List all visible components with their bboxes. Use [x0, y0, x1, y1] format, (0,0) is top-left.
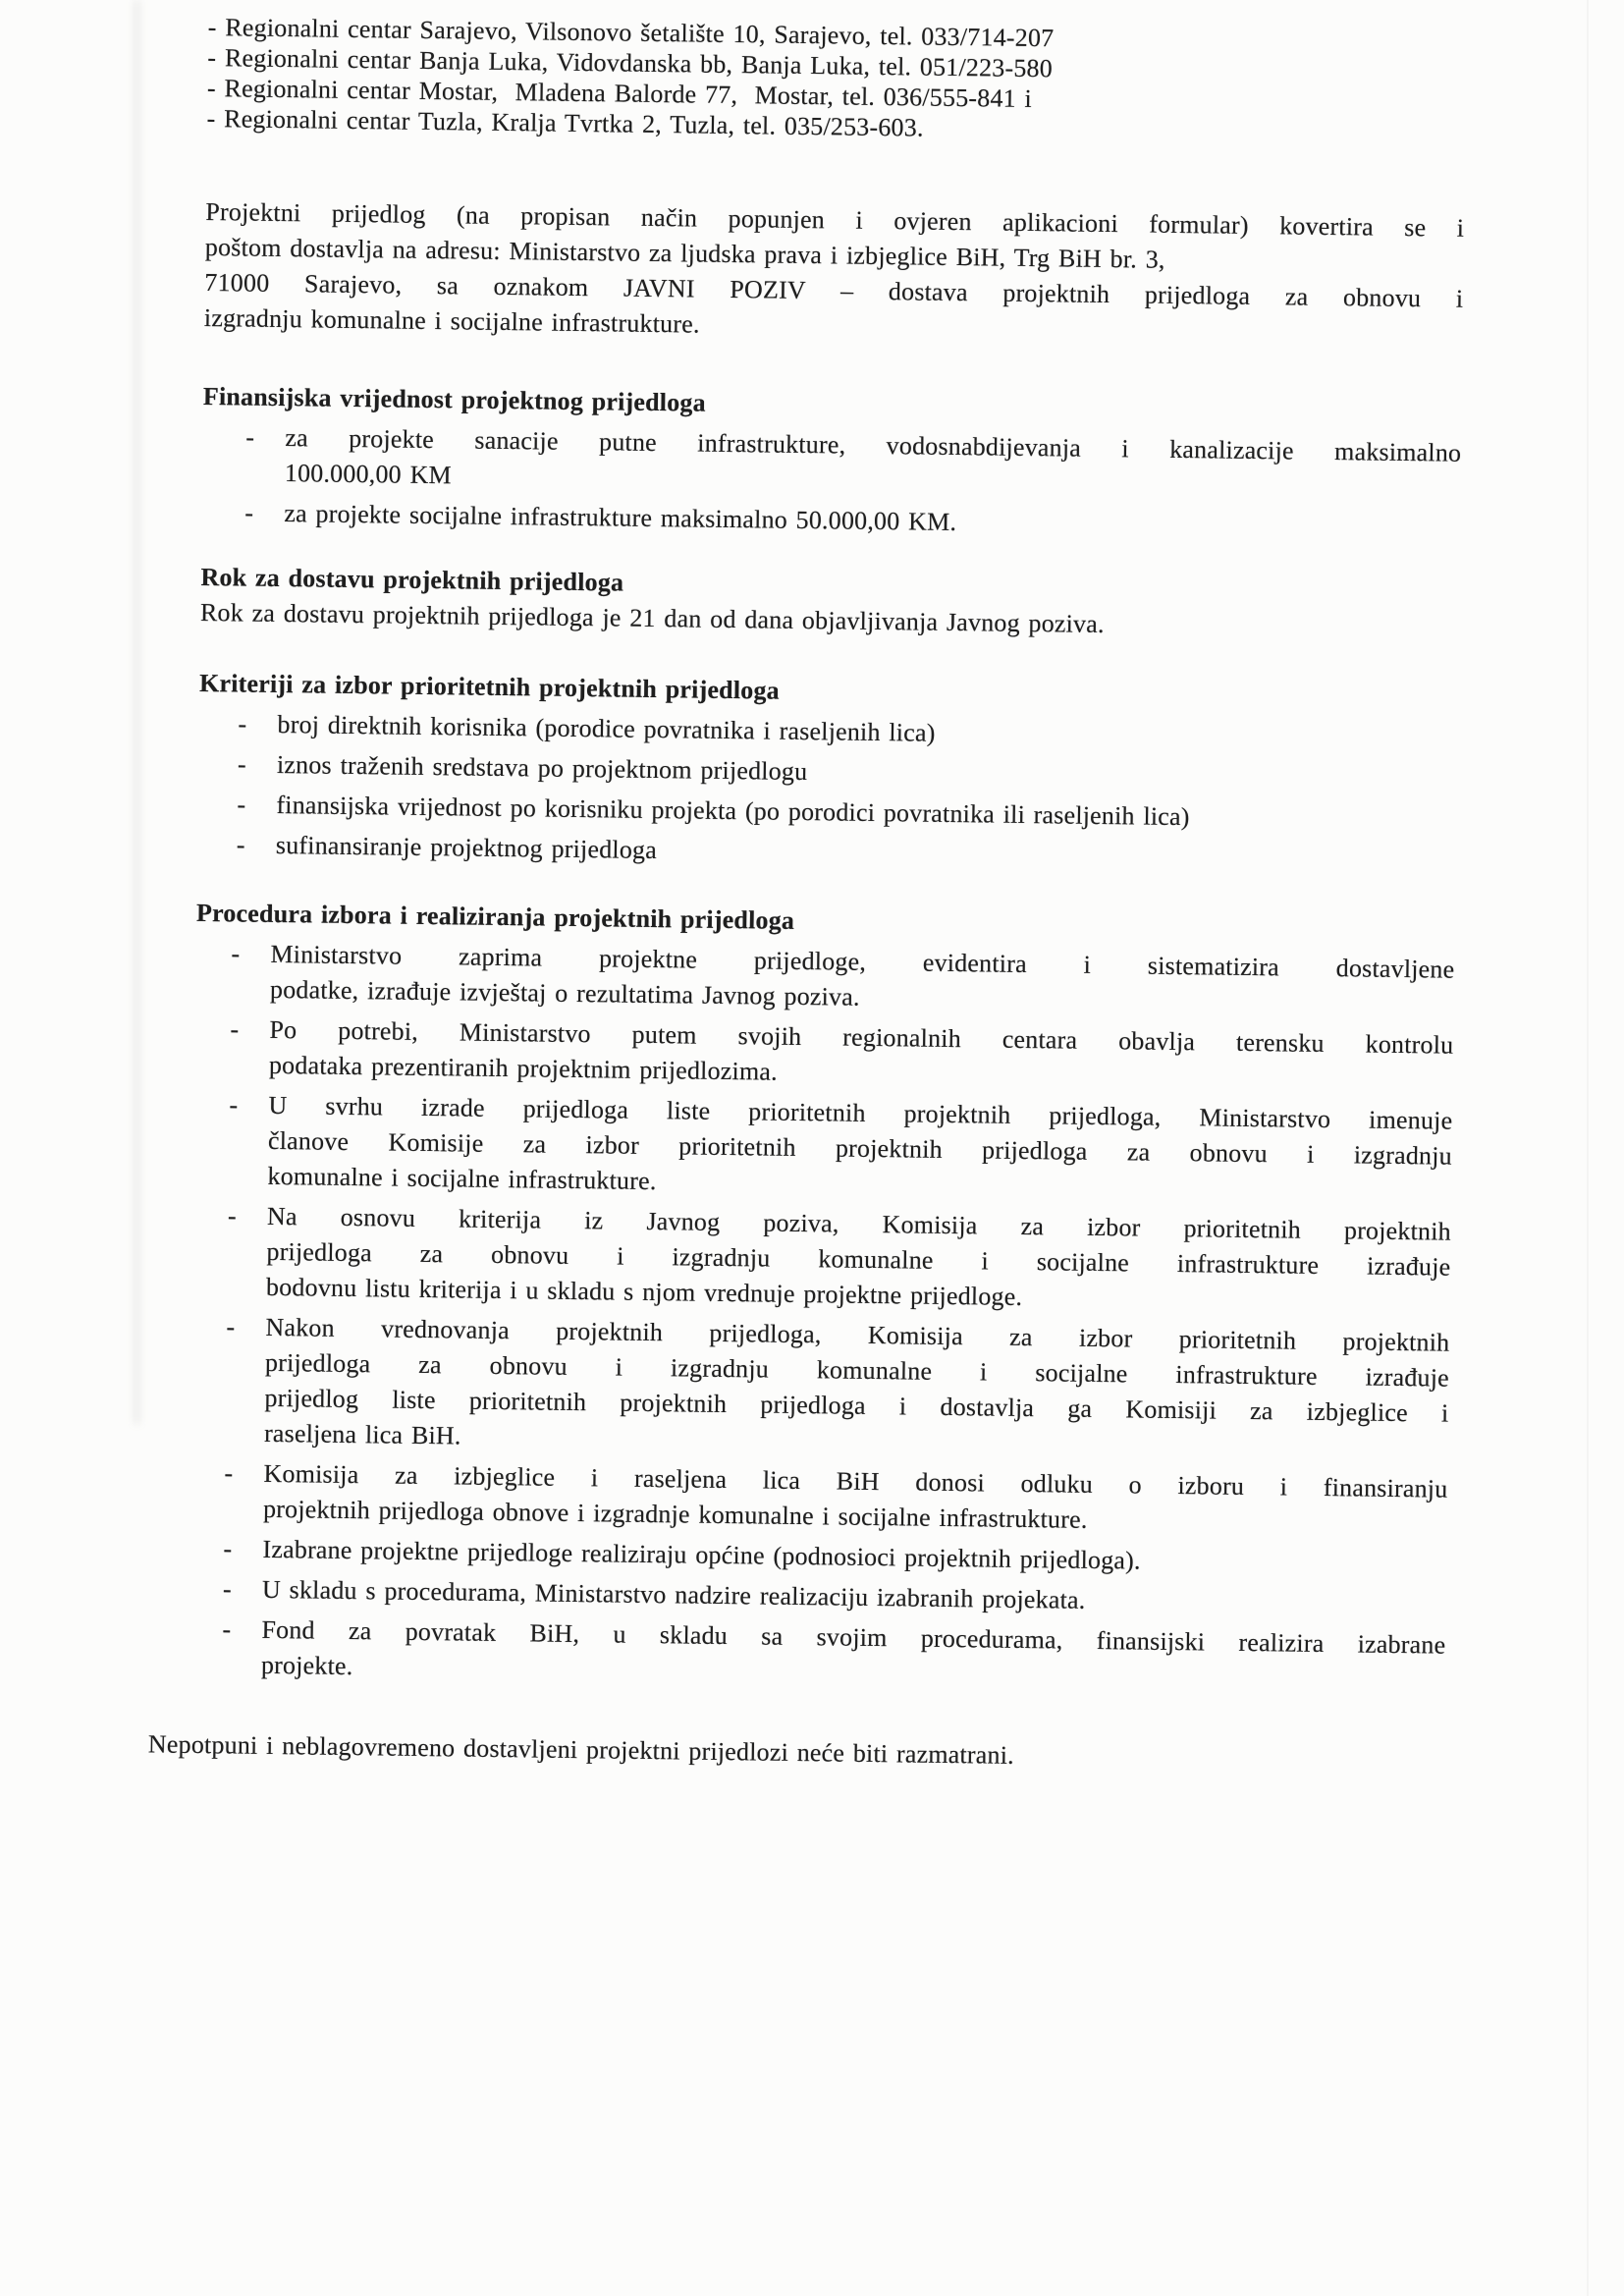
list-item-line: prijedloga za obnovu i izgradnju komunalne i socijalne infrastrukture izrađuje	[266, 1236, 1451, 1282]
list-item-line: - sufinansiranje projektnog prijedloga	[275, 830, 658, 865]
list-item-line: prijedloga za obnovu i izgradnju komunalne i socijalne infrastrukture izrađuje	[264, 1347, 1450, 1393]
submission-line: poštom dostavlja na adresu: Ministarstvo za ljudska prava i izbjeglice BiH, Trg BiH br. 3,	[204, 232, 1165, 274]
list-item-line: članove Komisije za izbor prioritetnih projektnih prijedloga za obnovu i izgradnju	[267, 1125, 1453, 1171]
list-item-line: - Nakon vrednovanja projektnih prijedloga, Komisija za izbor prioritetnih projektnih	[265, 1312, 1450, 1357]
list-item-line: - Komisija za izbjeglice i raseljena lica BiH donosi odluku o izboru i finansiranju	[263, 1458, 1448, 1503]
list-item-line: bodovnu listu kriterija i u skladu s njom vrednuje projektne prijedloge.	[265, 1272, 1023, 1311]
section-criteria	[197, 666, 1459, 879]
list-item	[225, 1309, 1450, 1466]
regional-center-banja-luka: - Regionalni centar Banja Luka, Vidovdanska bb, Banja Luka, tel. 051/223-580	[207, 42, 1054, 83]
list-item-line: - Po potrebi, Ministarstvo putem svojih regionalnih centara obavlja terensku kontrolu	[269, 1014, 1454, 1060]
list-item-line: - za projekte socijalne infrastrukture maksimalno 50.000,00 KM.	[284, 499, 957, 537]
section-title-criteria: Kriteriji za izbor prioritetnih projektnih prijedloga	[198, 668, 781, 705]
list-item-line: prijedlog liste prioritetnih projektnih prijedloga i dostavlja ga Komisiji za izbjeglice i	[264, 1383, 1449, 1428]
list-item-line: - iznos traženih sredstava po projektnom prijedlogu	[276, 749, 808, 787]
list-item-line: podataka prezentiranih projektnim prijedlozima.	[268, 1050, 779, 1086]
list-item-line: - finansijska vrijednost po korisniku projekta (po porodici povratnika ili raseljenih lica)	[276, 790, 1190, 832]
list-item-line: 100.000,00 KM	[284, 459, 453, 490]
list-item-line: - Na osnovu kriterija iz Javnog poziva, Komisija za izbor prioritetnih projektnih	[266, 1201, 1452, 1246]
list-item-line: - Ministarstvo zaprima projektne prijedloge, evidentira i sistematizira dostavljene	[270, 939, 1455, 984]
document-content	[147, 12, 1467, 1779]
section-title-procedure: Procedura izbora i realiziranja projektnih prijedloga	[195, 898, 795, 935]
list-item	[224, 1455, 1448, 1542]
list-item-line: podatke, izrađuje izvještaj o rezultatima Javnog poziva.	[269, 974, 860, 1011]
list-item	[231, 936, 1455, 1022]
list-item-line: projekte.	[260, 1650, 353, 1681]
list-item-line: - U skladu s procedurama, Ministarstvo nadzire realizaciju izabranih projekata.	[261, 1574, 1086, 1614]
deadline-body: Rok za dostavu projektnih prijedloga je 21 dan od dana objavljivanja Javnog poziva.	[199, 597, 1105, 638]
regional-centers-list	[206, 12, 1467, 150]
procedure-list	[222, 936, 1455, 1698]
list-item-line: - Fond za povratak BiH, u skladu sa svojim procedurama, finansijski realizira izabrane	[261, 1614, 1446, 1660]
list-item-line: - Izabrane projektne prijedloge realiziraju općine (podnosioci projektnih prijedloga).	[262, 1534, 1141, 1575]
section-title-financial-value: Finansijska vrijednost projektnog prijedloga	[202, 381, 707, 417]
list-item	[245, 420, 1462, 507]
scan-edge-line	[1587, 0, 1589, 2296]
list-item-line: raseljena lica BiH.	[263, 1418, 461, 1450]
submission-line: Projektni prijedlog (na propisan način popunjen i ovjeren aplikacioni formular) kovertira se i	[205, 196, 1465, 243]
section-procedure	[187, 896, 1455, 1699]
list-item	[222, 1612, 1446, 1698]
section-title-deadline: Rok za dostavu projektnih prijedloga	[200, 562, 624, 597]
regional-center-mostar: - Regionalni centar Mostar, Mladena Balorde 77, Mostar, tel. 036/555-841 i	[206, 73, 1033, 113]
list-item-line: - za projekte sanacije putne infrastrukture, vodosnabdijevanja i kanalizacije maksimalno	[285, 423, 1462, 467]
list-item	[230, 1011, 1454, 1098]
submission-line: 71000 Sarajevo, sa oznakom JAVNI POZIV – dostava projektnih prijedloga za obnovu i	[204, 267, 1464, 313]
list-item-line: komunalne i socijalne infrastrukture.	[267, 1161, 657, 1196]
regional-center-tuzla: - Regionalni centar Tuzla, Kralja Tvrtka 2, Tuzla, tel. 035/253-603.	[206, 103, 924, 142]
section-financial-value	[201, 379, 1462, 547]
list-item-line: - U svrhu izrade prijedloga liste prioritetnih projektnih prijedloga, Ministarstvo imenuje	[268, 1090, 1453, 1135]
submission-paragraph	[204, 194, 1465, 353]
criteria-list	[237, 706, 1458, 878]
list-item	[228, 1087, 1452, 1209]
regional-center-sarajevo: - Regionalni centar Sarajevo, Vilsonovo šetalište 10, Sarajevo, tel. 033/714-207	[207, 12, 1055, 53]
list-item-line: - broj direktnih korisnika (porodice povratnika i raseljenih lica)	[277, 709, 936, 747]
submission-line: izgradnju komunalne i socijalne infrastrukture.	[203, 302, 700, 339]
list-item	[227, 1198, 1451, 1320]
footer-note: Nepotpuni i neblagovremeno dostavljeni projektni prijedlozi neće biti razmatrani.	[147, 1729, 1015, 1770]
scan-edge-streak	[134, 0, 140, 1424]
section-deadline	[200, 560, 1460, 647]
list-item-line: projektnih prijedloga obnove i izgradnje komunalne i socijalne infrastrukture.	[262, 1494, 1088, 1534]
financial-value-list	[244, 420, 1461, 547]
